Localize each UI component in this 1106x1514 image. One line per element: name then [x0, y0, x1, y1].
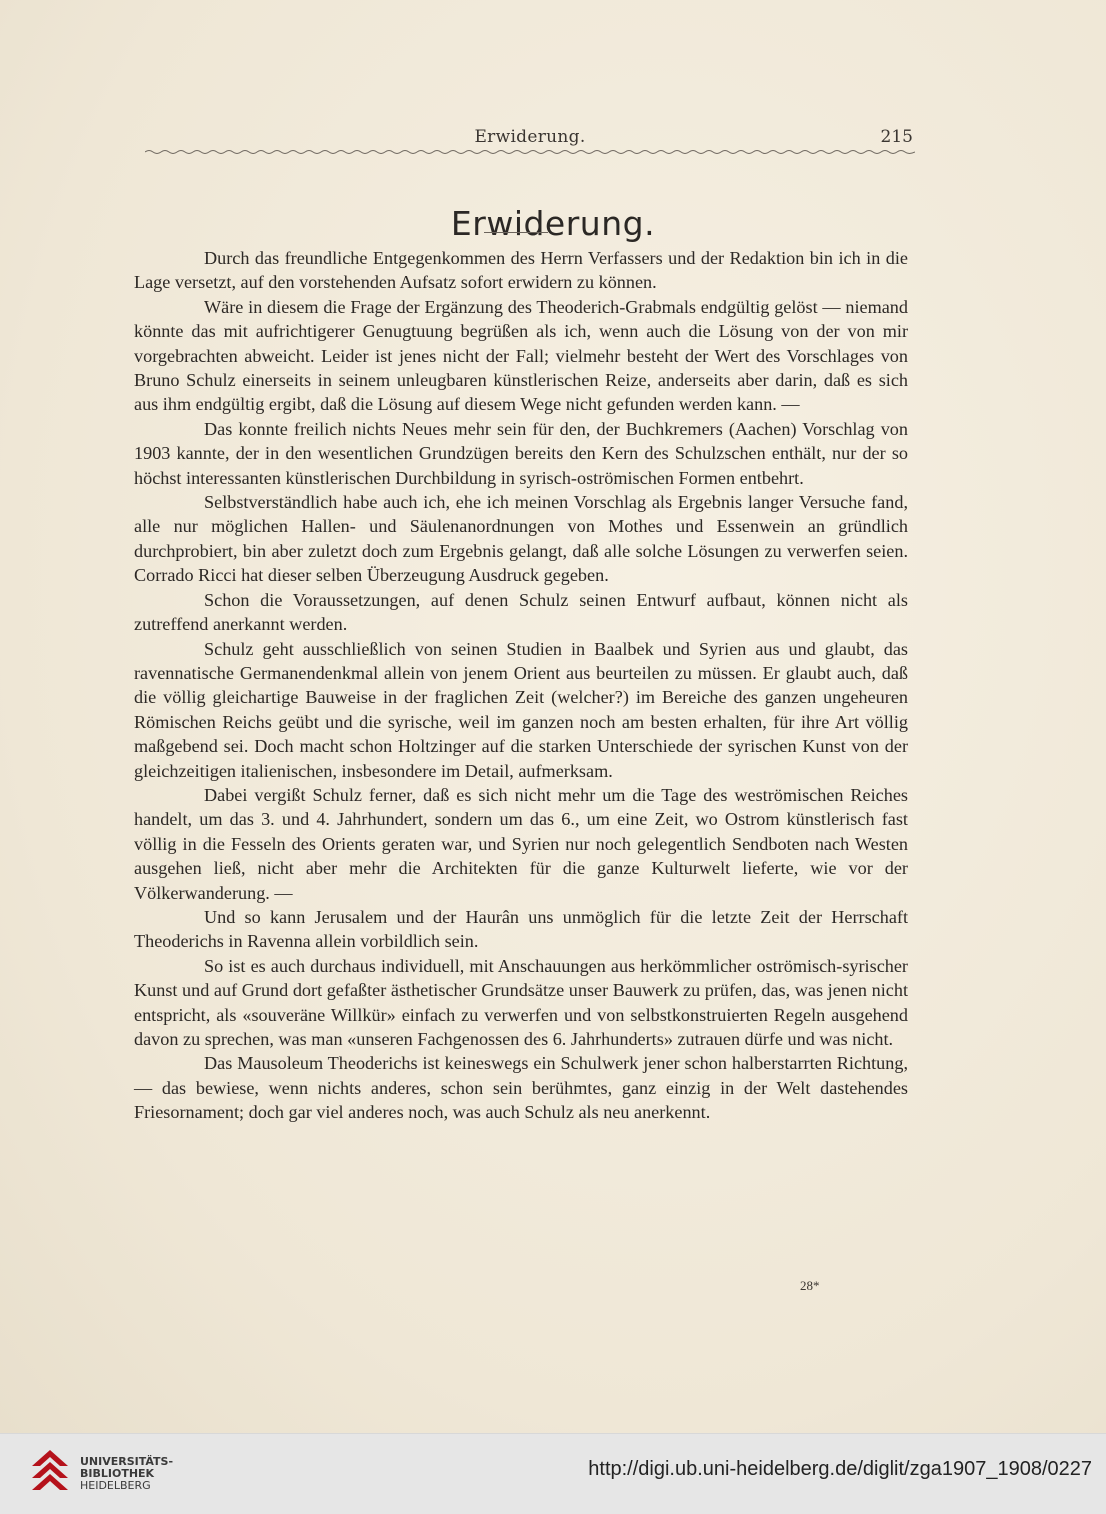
- paragraph: Schon die Voraussetzungen, auf denen Schulz seinen Entwurf aufbaut, können nicht als zutreffend anerkannt werden.: [134, 589, 908, 635]
- library-line-1: UNIVERSITÄTS-: [80, 1455, 174, 1468]
- paragraph: Durch das freundliche Entgegenkommen des Herrn Verfassers und der Redaktion bin ich in die Lage versetzt, auf den vorstehenden Aufsatz sofort erwidern zu können.: [134, 248, 908, 293]
- title-rule: [484, 232, 548, 233]
- paragraph: Dabei vergißt Schulz ferner, daß es sich nicht mehr um die Tage des weströmischen Reiches handelt, um das 3. und 4. Jahrhundert, sondern um das 6., um eine Zeit, wo Ostrom künstlerisch fast völlig in die Fesseln des Orients geraten war, und Syrien nur noch gelegentlich Sendboten nach Westen ausgehen ließ, nicht aber mehr die Architekten für die ganze Kulturwelt lieferte, wie vor der Völkerwanderung. —: [134, 784, 908, 903]
- paragraph: Selbstverständlich habe auch ich, ehe ich meinen Vorschlag als Ergebnis langer Versuche fand, alle nur möglichen Hallen- und Säulenanordnungen von Mothes und Essenwein an gründlich durchprobiert, bin aber zuletzt doch zum Ergebnis gelangt, daß alle solche Lösungen zu verwerfen seien. Corrado Ricci hat dieser selben Überzeugung Ausdruck gegeben.: [134, 492, 908, 586]
- page-number: 215: [880, 127, 913, 147]
- ub-heidelberg-logo-icon[interactable]: [30, 1448, 70, 1498]
- paragraph: So ist es auch durchaus individuell, mit Anschauungen aus herkömmlicher oströmisch-syrischer Kunst und auf Grund dort gefaßter ästhetischer Grundsätze unser Bauwerk zu prüfen, das, was jenen nicht entspricht, als «souveräne Willkür» einfach zu verwerfen und von selbstkonstruierten Regeln ausgehend davon zu sprechen, was man «unseren Fachgenossen des 6. Jahrhunderts» zutrauen dürfe und was nicht.: [134, 955, 908, 1049]
- paragraph: Das Mausoleum Theoderichs ist keineswegs ein Schulwerk jener schon halberstarrten Richtung, — das bewiese, wenn nichts anderes, schon sein berühmtes, ganz einzig in der Welt dastehendes Friesornament; doch gar viel anderes noch, was auch Schulz als neu anerkennt.: [134, 1053, 908, 1123]
- library-line-2: BIBLIOTHEK: [80, 1467, 155, 1480]
- paragraph: Schulz geht ausschließlich von seinen Studien in Baalbek und Syrien aus und glaubt, das ravennatische Germanendenkmal allein von jenem Orient aus beurteilen zu müssen. Er glaubt auch, daß die völlig gleichartige Bauweise in der fraglichen Zeit (welcher?) im Bereiche des ganzen ungeheuren Römischen Reichs geübt und die syrische, weil im ganzen noch am besten erhalten, für ihre Art völlig maßgebend sei. Doch macht schon Holtzinger auf die starken Unterschiede der syrischen Kunst von der gleichzeitigen italienischen, insbesondere im Detail, aufmerksam.: [134, 638, 908, 781]
- library-line-3: HEIDELBERG: [80, 1479, 151, 1492]
- signature-mark: 28*: [800, 1278, 820, 1293]
- running-title: Erwiderung.: [474, 127, 586, 147]
- wavy-rule: [145, 147, 915, 157]
- permalink-url[interactable]: http://digi.ub.uni-heidelberg.de/diglit/zga1907_1908/0227: [588, 1458, 1092, 1480]
- paragraph: Wäre in diesem die Frage der Ergänzung des Theoderich-Grabmals endgültig gelöst — niemand könnte das mit aufrichtigerer Genugtuung begrüßen als ich, wenn auch die Lösung von der von mir vorgebrachten abweicht. Leider ist jenes nicht der Fall; vielmehr besteht der Wert des Vorschlages von Bruno Schulz einerseits in seinem unleugbaren künstlerischen Reize, anderseits aber darin, daß es sich aus ihm endgültig ergibt, daß die Lösung auf diesem Wege nicht gefunden werden kann. —: [134, 296, 908, 415]
- article-title: Erwiderung.: [450, 204, 656, 244]
- paragraph: Das konnte freilich nichts Neues mehr sein für den, der Buchkremers (Aachen) Vorschlag von 1903 kannte, der in den wesentlichen Grundzügen bereits den Kern des Schulzschen enthält, nur der so höchst interessanten künstlerischen Durchbildung in syrisch-oströmischen Formen entbehrt.: [134, 418, 908, 488]
- footer-bar: [0, 1433, 1106, 1514]
- paragraph: Und so kann Jerusalem und der Haurân uns unmöglich für die letzte Zeit der Herrschaft Theoderichs in Ravenna allein vorbildlich sein.: [134, 906, 908, 952]
- library-name[interactable]: [80, 1456, 173, 1492]
- article-body: [134, 246, 908, 1125]
